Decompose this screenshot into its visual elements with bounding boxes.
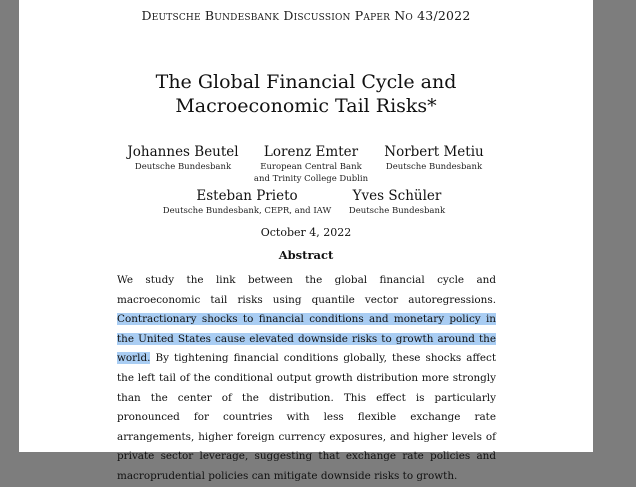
author-emter xyxy=(254,144,368,185)
author-affiliation: Deutsche Bundesbank xyxy=(134,162,232,172)
author-prieto xyxy=(163,188,331,217)
author-name: Esteban Prieto xyxy=(196,188,298,204)
author-name: Norbert Metiu xyxy=(384,144,484,160)
abstract-heading: Abstract xyxy=(278,248,334,262)
abstract-text-after[interactable]: By tightening financial conditions globally, these shocks affect the left tail of the conditional output growth distribution more strongly than the center of the distribution. This effect is particularly pronounced for countries with less flexible exchange rate arrangements, higher foreign currency exposures, and higher levels of private sector leverage, suggesting that exchange rate policies and macroprudential policies can mitigate downside risks to growth. xyxy=(117,352,496,482)
author-affiliation: European Central Bank xyxy=(260,162,362,172)
author-name: Lorenz Emter xyxy=(263,144,359,160)
pdf-page xyxy=(19,0,593,482)
selected-text-highlight[interactable]: Contractionary shocks to financial conditions and monetary policy in the United States cause elevated downside risks to growth around the world. xyxy=(117,313,496,365)
author-beutel xyxy=(127,144,238,173)
paper-date: October 4, 2022 xyxy=(260,226,352,239)
abstract-text[interactable] xyxy=(117,271,496,487)
author-affiliation: Deutsche Bundesbank, CEPR, and IAW xyxy=(162,206,332,216)
author-metiu xyxy=(384,144,483,173)
author-schueler xyxy=(349,188,445,217)
author-name: Yves Schüler xyxy=(352,188,442,204)
abstract-text-before[interactable]: We study the link between the global financial cycle and macroeconomic tail risks using quantile vector autoregressions. xyxy=(117,274,496,306)
paper-series-header: Deutsche Bundesbank Discussion Paper No 43/2022 xyxy=(141,8,471,23)
paper-title xyxy=(19,70,593,118)
author-affiliation: Deutsche Bundesbank xyxy=(385,162,483,172)
author-name: Johannes Beutel xyxy=(127,144,239,160)
author-affiliation-2: and Trinity College Dublin xyxy=(253,174,369,184)
paper-title-line-1: The Global Financial Cycle and xyxy=(155,71,457,93)
paper-title-line-2: Macroeconomic Tail Risks* xyxy=(175,95,437,117)
author-affiliation: Deutsche Bundesbank xyxy=(348,206,446,216)
